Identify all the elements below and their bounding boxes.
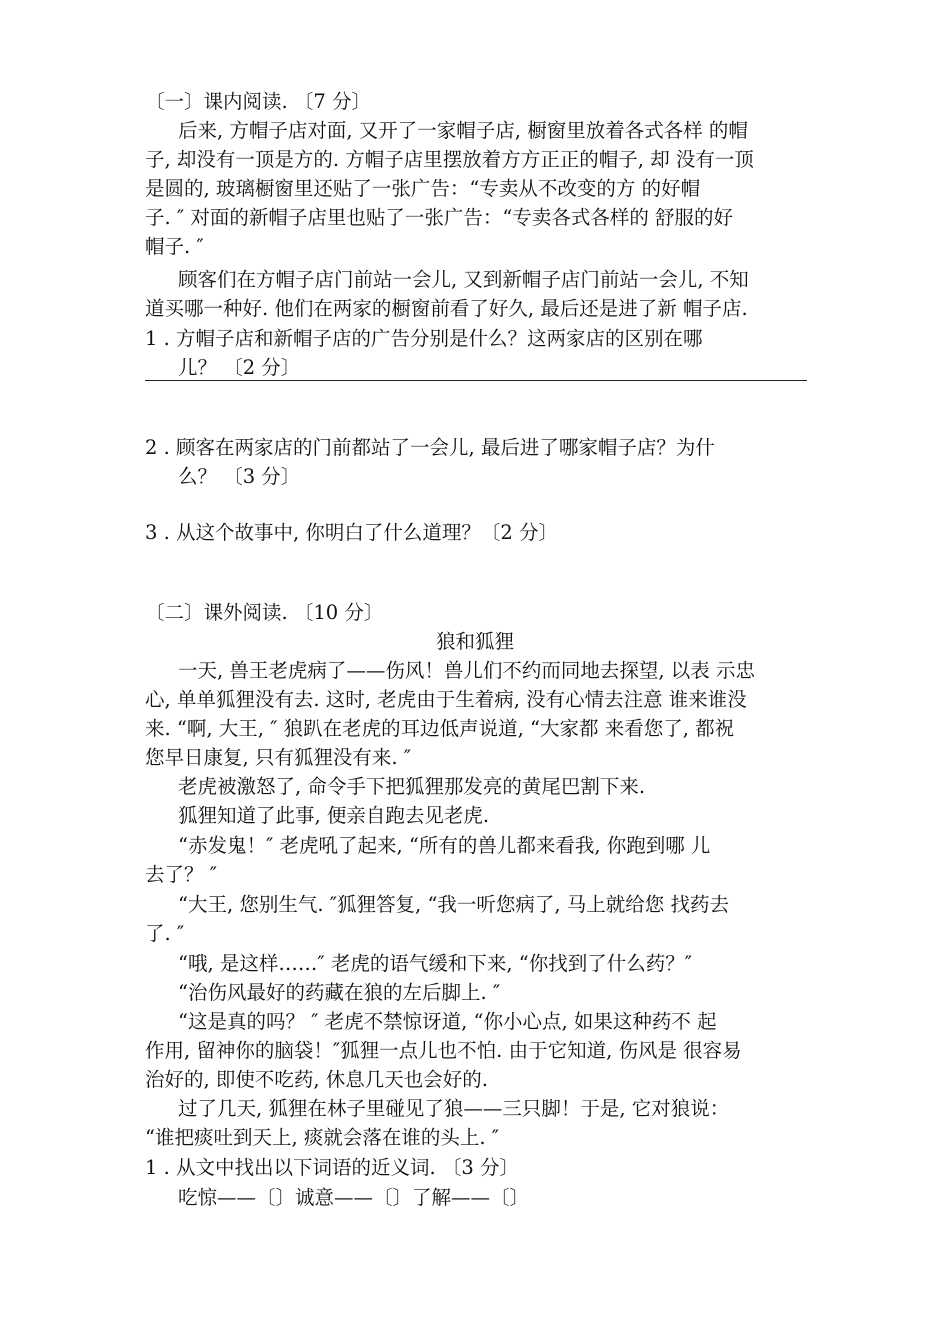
section1-para1-line: 是圆的, 玻璃橱窗里还贴了一张广告：“专卖从不改变的方 的好帽: [145, 177, 701, 200]
section1-para1-line: 子, 却没有一顶是方的. 方帽子店里摆放着方方正正的帽子, 却 没有一顶: [145, 148, 754, 171]
story-paragraph-line: “大王, 您别生气. ″狐狸答复, “我一听您病了, 马上就给您 找药去: [178, 893, 730, 916]
story-paragraph-line: 作用, 留神你的脑袋！″狐狸一点儿也不怕. 由于它知道, 伤风是 很容易: [145, 1039, 742, 1062]
section1-para1-line: 帽子. ″: [145, 235, 204, 258]
section1-question-1: 1 . 方帽子店和新帽子店的广告分别是什么？这两家店的区别在哪: [145, 327, 703, 350]
story-paragraph-line: “赤发鬼！″ 老虎吼了起来, “所有的兽儿都来看我, 你跑到哪 儿: [178, 834, 711, 857]
section1-question-2-cont: 么？ 〔3 分〕: [178, 465, 301, 488]
story-paragraph-line: 过了几天, 狐狸在林子里碰见了狼——三只脚！于是, 它对狼说：: [178, 1097, 730, 1120]
section1-question-2: 2 . 顾客在两家店的门前都站了一会儿, 最后进了哪家帽子店？为什: [145, 436, 715, 459]
story-paragraph-line: 您早日康复, 只有狐狸没有来. ″: [145, 746, 412, 769]
section1-question-1-cont: 儿？ 〔2 分〕: [178, 356, 301, 379]
story-paragraph-line: “这是真的吗？ ″ 老虎不禁惊讶道, “你小心点, 如果这种药不 起: [178, 1010, 717, 1033]
section2-heading: 〔二〕课外阅读. 〔10 分〕: [145, 601, 384, 624]
section2-question-1: 1 . 从文中找出以下词语的近义词. 〔3 分〕: [145, 1156, 520, 1179]
story-paragraph-line: 心, 单单狐狸没有去. 这时, 老虎由于生着病, 没有心情去注意 谁来谁没: [145, 688, 747, 711]
section1-question-3: 3 . 从这个故事中, 你明白了什么道理？〔2 分〕: [145, 521, 559, 544]
section1-para2-line: 顾客们在方帽子店门前站一会儿, 又到新帽子店门前站一会儿, 不知: [178, 268, 749, 291]
story-paragraph-line: 狐狸知道了此事, 便亲自跑去见老虎.: [178, 804, 490, 827]
story-paragraph-line: 老虎被激怒了, 命令手下把狐狸那发亮的黄尾巴割下来.: [178, 775, 646, 798]
answer-line: [145, 380, 807, 381]
section1-para2-line: 道买哪一种好. 他们在两家的橱窗前看了好久, 最后还是进了新 帽子店.: [145, 297, 748, 320]
story-paragraph-line: 来. “啊, 大王, ″ 狼趴在老虎的耳边低声说道, “大家都 来看您了, 都祝: [145, 717, 735, 740]
story-paragraph-line: 去了？ ″: [145, 863, 217, 886]
story-paragraph-line: 治好的, 即使不吃药, 休息几天也会好的.: [145, 1068, 488, 1091]
story-title: 狼和狐狸: [435, 630, 514, 653]
section1-para1-line: 子. ″ 对面的新帽子店里也贴了一张广告：“专卖各式各样的 舒服的好: [145, 206, 734, 229]
story-paragraph-line: 了. ″: [145, 922, 185, 945]
section1-heading: 〔一〕课内阅读. 〔7 分〕: [145, 90, 372, 113]
story-paragraph-line: 一天, 兽王老虎病了——伤风！兽儿们不约而同地去探望, 以表 示忠: [178, 659, 755, 682]
story-paragraph-line: “谁把痰吐到天上, 痰就会落在谁的头上. ″: [145, 1126, 500, 1149]
story-paragraph-line: “哦, 是这样……″ 老虎的语气缓和下来, “你找到了什么药？″: [178, 952, 692, 975]
synonym-blanks: 吃惊——〔〕诚意——〔〕了解——〔〕: [178, 1186, 530, 1209]
section1-para1-line: 后来, 方帽子店对面, 又开了一家帽子店, 橱窗里放着各式各样 的帽: [178, 119, 748, 142]
story-paragraph-line: “治伤风最好的药藏在狼的左后脚上. ″: [178, 981, 501, 1004]
